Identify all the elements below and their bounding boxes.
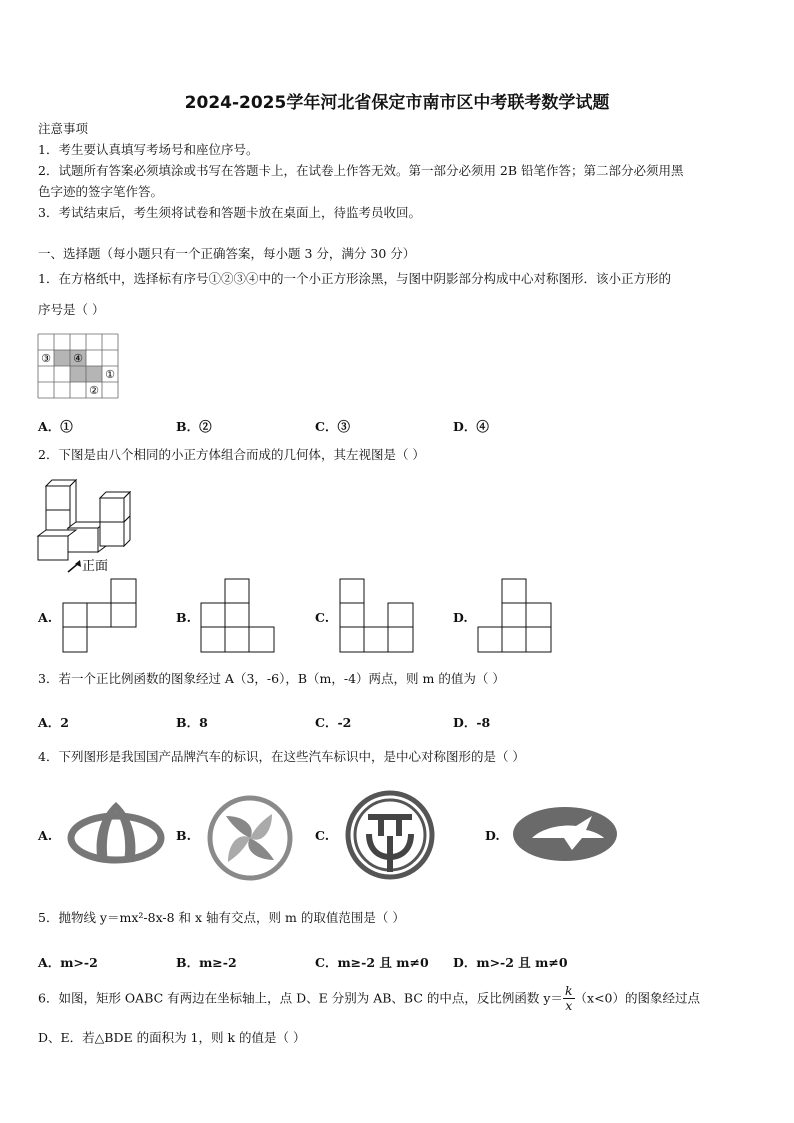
q5-option-a[interactable]: A．m>-2 — [38, 955, 98, 970]
page-title: 2024-2025学年河北省保定市南市区中考联考数学试题 — [184, 93, 610, 113]
q3-option-d[interactable]: D．-8 — [453, 715, 491, 730]
q3-option-a[interactable]: A．2 — [38, 715, 69, 730]
grid-label-1: ① — [105, 368, 115, 381]
q3-option-b[interactable]: B．8 — [176, 715, 208, 730]
notice-item-1: 1．考生要认真填写考场号和座位序号。 — [38, 142, 259, 157]
fraction-numerator: k — [564, 983, 573, 998]
q5-option-b[interactable]: B．m≥-2 — [176, 955, 237, 970]
q4-option-d[interactable]: D. — [485, 828, 500, 843]
grid-label-3: ③ — [41, 352, 51, 365]
q2-option-d-view — [477, 578, 553, 654]
q4-option-c[interactable]: C. — [315, 828, 330, 843]
grid-label-4: ④ — [73, 352, 83, 365]
q4-option-b[interactable]: B. — [176, 828, 191, 843]
q2-option-a-view — [62, 578, 138, 654]
grid-label-2: ② — [89, 384, 99, 397]
notice-item-3: 3．考试结束后，考生须将试卷和答题卡放在桌面上，待监考员收回。 — [38, 205, 421, 220]
q5-text: 5．抛物线 y＝mx²-8x-8 和 x 轴有交点，则 m 的取值范围是（ ） — [38, 910, 405, 925]
q6-text-part1: 6．如图，矩形 OABC 有两边在坐标轴上，点 D、E 分别为 AB、BC 的中点，反比例函数 y＝ — [38, 990, 563, 1006]
fraction-denominator: x — [565, 998, 573, 1013]
q5-option-d[interactable]: D．m>-2 且 m≠0 — [453, 955, 568, 970]
q2-option-a[interactable]: A. — [38, 610, 53, 625]
q6-text-cont: D、E．若△BDE 的面积为 1，则 k 的值是（ ） — [38, 1030, 306, 1045]
q1-option-c[interactable]: C．③ — [315, 419, 350, 434]
q1-option-a[interactable]: A．① — [38, 419, 73, 434]
front-label: 正面 — [82, 559, 109, 574]
q1-text: 1．在方格纸中，选择标有序号①②③④中的一个小正方形涂黑，与图中阴影部分构成中心对称图形．该小正方形的 — [38, 271, 671, 286]
section-heading: 一、选择题（每小题只有一个正确答案，每小题 3 分，满分 30 分） — [38, 246, 416, 261]
q3-text: 3．若一个正比例函数的图象经过 A（3，-6），B（m，-4）两点，则 m 的值为（ ） — [38, 671, 505, 686]
q2-cube-figure — [38, 476, 138, 576]
q6-text — [38, 984, 700, 1013]
notice-item-2: 2．试题所有答案必须填涂或书写在答题卡上，在试卷上作答无效。第一部分必须用 2B 铅笔作答；第二部分必须用黑 — [38, 163, 684, 178]
q3-option-c[interactable]: C．-2 — [315, 715, 352, 730]
q2-option-d[interactable]: D. — [453, 610, 468, 625]
q6-fraction — [563, 984, 575, 1013]
q5-option-c[interactable]: C．m≥-2 且 m≠0 — [315, 955, 429, 970]
q2-option-b-view — [200, 578, 276, 654]
q1-grid-figure — [38, 334, 118, 400]
logo-d-icon — [512, 806, 618, 862]
notice-heading: 注意事项 — [38, 121, 89, 136]
q2-text: 2．下图是由八个相同的小正方体组合而成的几何体，其左视图是（ ） — [38, 447, 425, 462]
logo-a-icon — [68, 798, 164, 866]
q6-text-part2: （x<0）的图象经过点 — [574, 990, 700, 1006]
q4-option-a[interactable]: A. — [38, 828, 53, 843]
q1-text-cont: 序号是（ ） — [38, 302, 105, 317]
logo-c-icon — [344, 790, 436, 880]
q2-option-c[interactable]: C. — [315, 610, 330, 625]
q1-option-b[interactable]: B．② — [176, 419, 212, 434]
q1-option-d[interactable]: D．④ — [453, 419, 489, 434]
q2-option-c-view — [339, 578, 415, 654]
q2-option-b[interactable]: B. — [176, 610, 191, 625]
q4-text: 4．下列图形是我国国产品牌汽车的标识，在这些汽车标识中，是中心对称图形的是（ ） — [38, 749, 525, 764]
logo-b-icon — [206, 794, 294, 882]
notice-item-2-cont: 色字迹的签字笔作答。 — [38, 184, 164, 199]
